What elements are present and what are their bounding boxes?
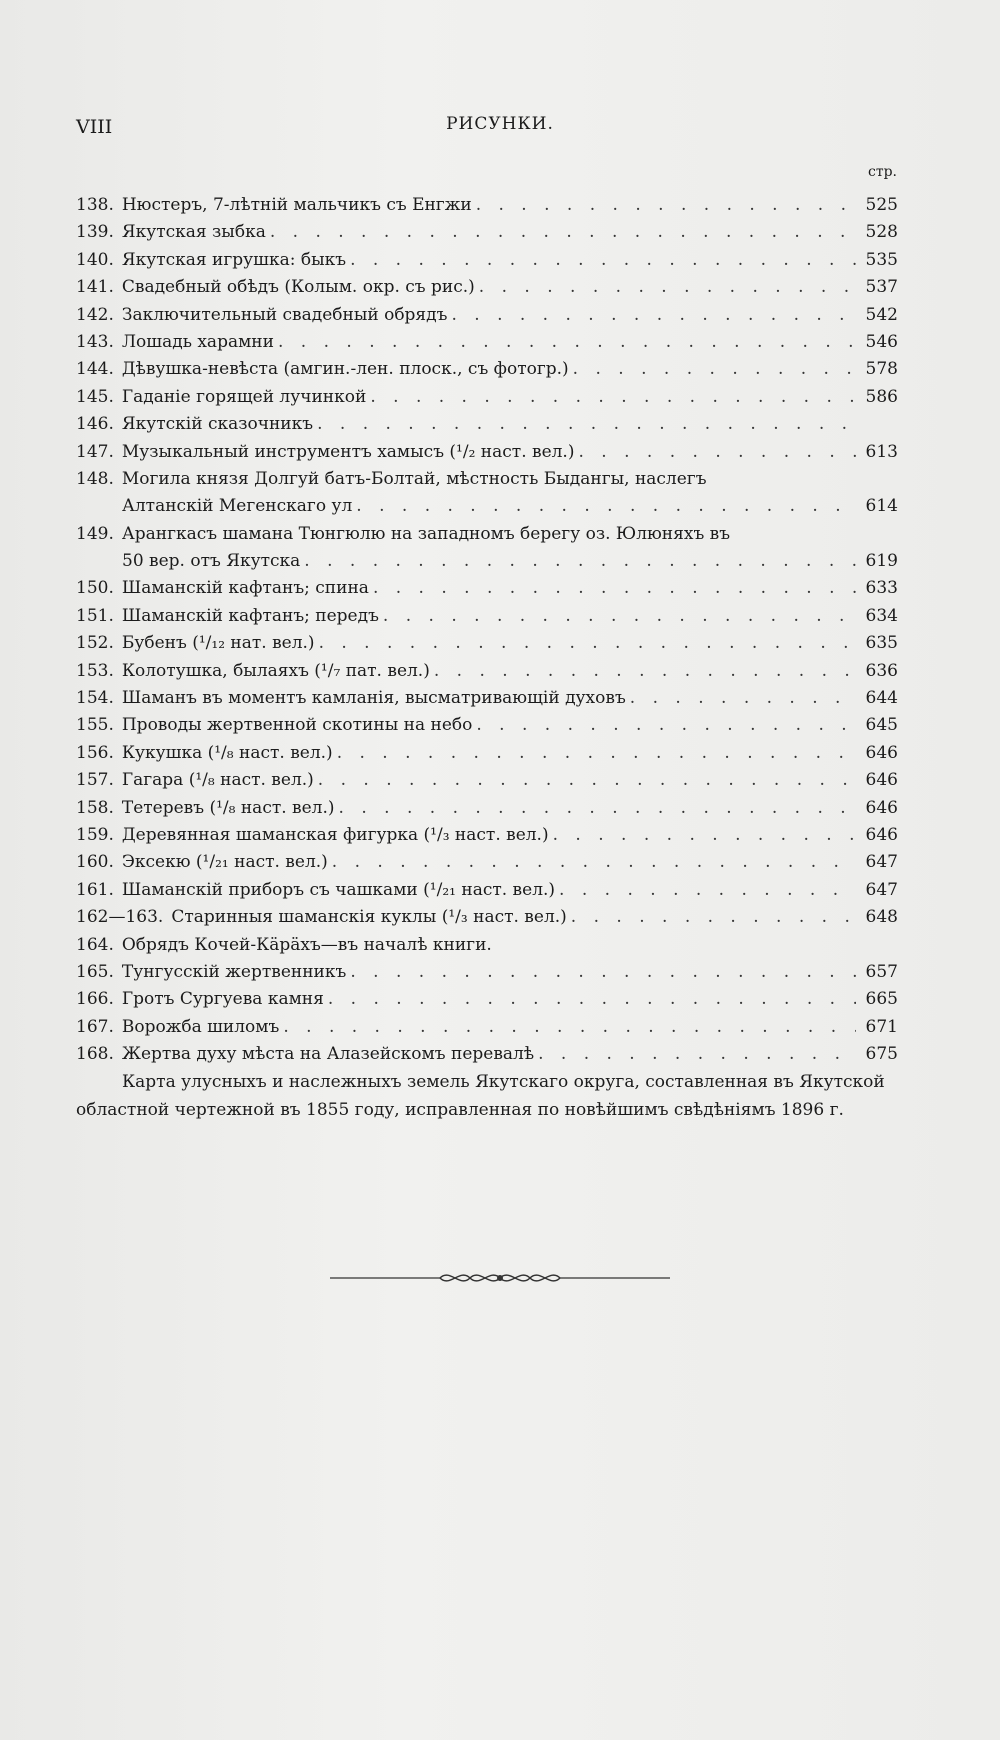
- list-item: [76, 658, 898, 685]
- list-item: [76, 685, 898, 712]
- entry-page: 636: [865, 660, 898, 681]
- dot-leader: [350, 247, 856, 274]
- entry-title: Ворожба шиломъ: [121, 1016, 280, 1037]
- entry-title: 50 вер. отъ Якутска: [122, 551, 301, 572]
- dot-leader: [339, 795, 856, 822]
- entry-number: 141.: [76, 277, 114, 298]
- list-item: [76, 877, 898, 904]
- entry-page: 657: [865, 961, 898, 982]
- entry-number: 138.: [76, 195, 114, 215]
- entry-title: Тунгусскій жертвенникъ: [121, 961, 347, 982]
- dot-leader: [328, 986, 856, 1013]
- map-note: [76, 1068, 898, 1124]
- dot-leader: [370, 384, 856, 411]
- entry-page: 675: [865, 1044, 898, 1065]
- entry-title: Шаманскій кафтанъ; передъ: [121, 605, 379, 626]
- entry-title: Свадебный обѣдъ (Колым. окр. съ рис.): [121, 277, 475, 298]
- dot-leader: [476, 192, 856, 219]
- list-item: [76, 493, 898, 520]
- entry-page: 646: [865, 824, 898, 845]
- dot-leader: [559, 877, 856, 904]
- entry-page: 525: [865, 195, 898, 215]
- list-item: [76, 822, 898, 849]
- entry-number: 140.: [76, 249, 114, 270]
- entry-title: Заключительный свадебный обрядъ: [121, 304, 448, 325]
- entry-page: 671: [865, 1016, 898, 1037]
- entry-page: 535: [865, 249, 898, 270]
- list-item: [76, 219, 898, 246]
- running-title: РИСУНКИ.: [446, 114, 554, 134]
- dot-leader: [476, 712, 856, 739]
- dot-leader: [270, 219, 856, 246]
- entry-page: 546: [865, 331, 898, 352]
- entry-page: 635: [865, 633, 898, 654]
- entry-title: Шаманскій приборъ съ чашками (¹/₂₁ наст. вел.): [121, 879, 556, 900]
- entry-page: 586: [865, 386, 898, 407]
- list-item: [76, 795, 898, 822]
- dot-leader: [373, 575, 856, 602]
- entry-page: 619: [865, 551, 898, 572]
- entry-number: 145.: [76, 386, 114, 407]
- entry-page: 647: [865, 879, 898, 900]
- entry-title: Гротъ Сургуева камня: [121, 989, 324, 1010]
- entry-title: Эксекю (¹/₂₁ наст. вел.): [121, 852, 328, 873]
- list-item: [76, 329, 898, 356]
- entry-title: Старинныя шаманскія куклы (¹/₃ наст. вел.): [171, 907, 567, 928]
- map-note-line-2: областной чертежной въ 1855 году, исправленная по новѣйшимъ свѣдѣніямъ 1896 г.: [76, 1100, 844, 1120]
- list-item: [76, 247, 898, 274]
- entry-title: Обрядъ Кочей-Кäрäхъ—въ началѣ книги.: [121, 934, 492, 955]
- list-item: [76, 575, 898, 602]
- list-item: [76, 274, 898, 301]
- list-item: [76, 740, 898, 767]
- entry-page: 644: [865, 688, 898, 709]
- list-item: [76, 932, 898, 959]
- entry-title: Якутская игрушка: быкъ: [121, 249, 347, 270]
- list-item: [76, 767, 898, 794]
- entry-number: 164.: [76, 934, 114, 955]
- list-item: [76, 466, 898, 493]
- entry-number: 157.: [76, 770, 114, 791]
- list-item: [76, 986, 898, 1013]
- list-item: [76, 548, 898, 575]
- entry-number: 149.: [76, 523, 114, 544]
- dot-leader: [318, 767, 856, 794]
- entry-number: 151.: [76, 605, 114, 626]
- list-item: [76, 521, 898, 548]
- entry-number: 155.: [76, 715, 114, 736]
- entry-number: 147.: [76, 441, 114, 462]
- dot-leader: [553, 822, 856, 849]
- entry-page: 578: [865, 359, 898, 380]
- entry-number: 146.: [76, 414, 114, 435]
- entry-title: Жертва духу мѣста на Алазейскомъ перевалѣ: [121, 1044, 535, 1065]
- list-item: [76, 630, 898, 657]
- dot-leader: [538, 1041, 856, 1068]
- entry-title: Колотушка, былаяхъ (¹/₇ пат. вел.): [121, 660, 430, 681]
- dot-leader: [283, 1014, 856, 1041]
- entry-title: Музыкальный инструментъ хамысъ (¹/₂ наст. вел.): [121, 441, 575, 462]
- page-column-label: стр.: [868, 164, 897, 180]
- list-item: [76, 603, 898, 630]
- entry-title: Гаданіе горящей лучинкой: [121, 386, 367, 407]
- list-item: [76, 849, 898, 876]
- entry-page: 542: [865, 304, 898, 325]
- entry-title: Могила князя Долгуй батъ-Болтай, мѣстность Быдангы, наслегъ: [121, 468, 707, 489]
- map-note-line-1: Карта улусныхъ и наслежныхъ земель Якутскаго округа, составленная въ Якутской: [122, 1072, 885, 1092]
- entry-title: Арангкасъ шамана Тюнгюлю на западномъ берегу оз. Юлюняхъ въ: [121, 523, 731, 544]
- dot-leader: [304, 548, 856, 575]
- dot-leader: [317, 411, 856, 438]
- list-item: [76, 712, 898, 739]
- entry-title: Бубенъ (¹/₁₂ нат. вел.): [121, 633, 315, 654]
- dot-leader: [573, 356, 856, 383]
- entry-number: 150.: [76, 578, 114, 599]
- entry-number: 167.: [76, 1016, 114, 1037]
- list-item: [76, 302, 898, 329]
- dot-leader: [451, 302, 856, 329]
- list-item: [76, 439, 898, 466]
- entry-number: 166.: [76, 989, 114, 1010]
- dot-leader: [337, 740, 856, 767]
- dot-leader: [479, 274, 856, 301]
- entry-page: 633: [865, 578, 898, 599]
- list-item: [76, 192, 898, 219]
- entry-page: 537: [865, 277, 898, 298]
- entry-title: Лошадь харамни: [121, 331, 274, 352]
- entry-page: 614: [865, 496, 898, 517]
- entry-page: 528: [865, 222, 898, 243]
- list-item: [76, 904, 898, 931]
- dot-leader: [278, 329, 856, 356]
- entry-title: Шаманскій кафтанъ; спина: [121, 578, 369, 599]
- entry-number: 161.: [76, 879, 114, 900]
- dot-leader: [356, 493, 856, 520]
- entry-title: Алтанскій Мегенскаго ул: [122, 496, 353, 517]
- entry-title: Тетеревъ (¹/₈ наст. вел.): [121, 797, 335, 818]
- dot-leader: [350, 959, 856, 986]
- entry-number: 165.: [76, 961, 114, 982]
- entry-number: 168.: [76, 1044, 114, 1065]
- dot-leader: [332, 849, 856, 876]
- dot-leader: [630, 685, 856, 712]
- entry-number: 153.: [76, 660, 114, 681]
- list-item: [76, 1014, 898, 1041]
- entry-number: 160.: [76, 852, 114, 873]
- decorative-ornament: [330, 1266, 670, 1290]
- list-item: [76, 356, 898, 383]
- list-item: [76, 959, 898, 986]
- dot-leader: [578, 439, 856, 466]
- entry-number: 158.: [76, 797, 114, 818]
- entry-number: 142.: [76, 304, 114, 325]
- entry-title: Дѣвушка-невѣста (амгин.-лен. плоск., съ фотогр.): [121, 359, 569, 380]
- list-item: [76, 1041, 898, 1068]
- dot-leader: [434, 658, 856, 685]
- entry-number: 143.: [76, 331, 114, 352]
- entry-number: 159.: [76, 824, 114, 845]
- entry-page: 634: [865, 605, 898, 626]
- entry-title: Шаманъ въ моментъ камланія, высматривающій духовъ: [121, 688, 626, 709]
- illustration-list: [76, 192, 898, 1069]
- dot-leader: [319, 630, 856, 657]
- list-item: [76, 411, 898, 438]
- entry-number: 144.: [76, 359, 114, 380]
- entry-title: Гагара (¹/₈ наст. вел.): [121, 770, 314, 791]
- entry-page: 613: [865, 441, 898, 462]
- page-number: VIII: [76, 116, 113, 138]
- entry-number: 156.: [76, 742, 114, 763]
- entry-title: Кукушка (¹/₈ наст. вел.): [121, 742, 333, 763]
- entry-page: 648: [865, 907, 898, 928]
- entry-title: Якутская зыбка: [121, 222, 266, 243]
- entry-number: 148.: [76, 468, 114, 489]
- entry-page: 646: [865, 797, 898, 818]
- entry-title: Нюстеръ, 7-лѣтній мальчикъ съ Енгжи: [121, 195, 472, 215]
- entry-number: 154.: [76, 688, 114, 709]
- entry-title: Деревянная шаманская фигурка (¹/₃ наст. вел.): [121, 824, 549, 845]
- entry-number: 152.: [76, 633, 114, 654]
- dot-leader: [571, 904, 856, 931]
- entry-page: 645: [865, 715, 898, 736]
- entry-title: Проводы жертвенной скотины на небо: [121, 715, 473, 736]
- entry-number: 162—163.: [76, 907, 164, 928]
- entry-number: 139.: [76, 222, 114, 243]
- entry-page: 646: [865, 770, 898, 791]
- entry-title: Якутскій сказочникъ: [121, 414, 314, 435]
- dot-leader: [383, 603, 856, 630]
- entry-page: 665: [865, 989, 898, 1010]
- entry-page: 647: [865, 852, 898, 873]
- entry-page: 646: [865, 742, 898, 763]
- list-item: [76, 384, 898, 411]
